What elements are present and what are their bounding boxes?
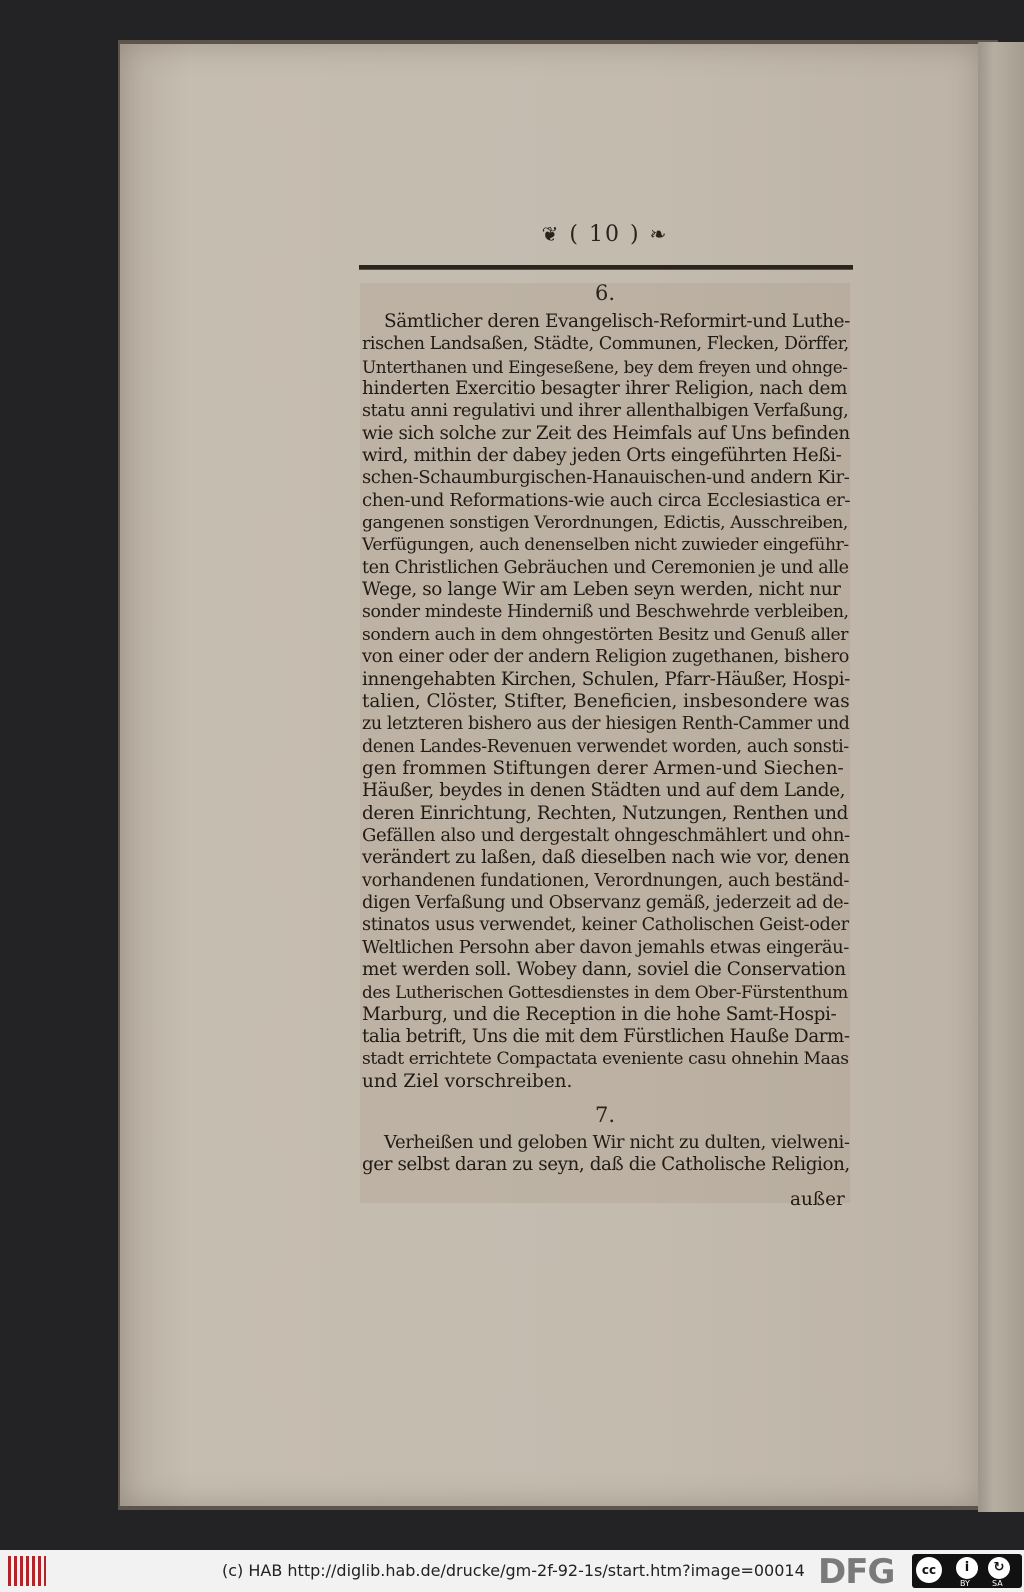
section-number-6: 6.	[594, 281, 616, 305]
text-line: hinderten Exercitio besagter ihrer Religion, nach dem	[362, 378, 848, 400]
text-line: von einer oder der andern Religion zugethanen, bishero	[362, 646, 849, 668]
text-line: Gefällen also und dergestalt ohngeschmählert und ohn-	[362, 824, 850, 846]
text-line: Marburg, und die Reception in die hohe Samt-Hospi-	[362, 1003, 837, 1025]
text-line: gen frommen Stiftungen derer Armen-und Siechen-	[362, 757, 844, 779]
sa-label: SA	[992, 1579, 1003, 1588]
by-label: BY	[960, 1579, 970, 1588]
text-line: ger selbst daran zu seyn, daß die Catholische Religion,	[362, 1154, 850, 1176]
text-line: Wege, so lange Wir am Leben seyn werden, nicht nur	[362, 579, 841, 601]
text-line: wie sich solche zur Zeit des Heimfals auf Uns befinden	[362, 422, 850, 444]
text-line: digen Verfaßung und Observanz gemäß, jederzeit ad de-	[362, 892, 849, 913]
hab-logo-icon	[8, 1556, 46, 1586]
dfg-logo: DFG	[818, 1552, 895, 1592]
text-line: sonder mindeste Hinderniß und Beschwehrde verbleiben,	[362, 602, 849, 623]
text-line: talien, Clöster, Stifter, Beneficien, insbesondere was	[362, 690, 850, 712]
text-line: Verfügungen, auch denenselben nicht zuwieder eingeführ-	[362, 535, 849, 556]
text-line: stinatos usus verwendet, keiner Catholischen Geist-oder	[362, 915, 849, 936]
text-line: talia betrift, Uns die mit dem Fürstlichen Hauße Darm-	[362, 1026, 850, 1047]
text-line: innengehabten Kirchen, Schulen, Pfarr-Häußer, Hospi-	[362, 668, 850, 690]
share-alike-icon: ↻	[988, 1557, 1010, 1579]
catchword: außer	[790, 1189, 845, 1210]
text-line: sondern auch in dem ohngestörten Besitz und Genuß aller	[362, 624, 849, 645]
text-line: ten Christlichen Gebräuchen und Ceremonien je und alle	[362, 557, 849, 578]
next-page-edge	[978, 42, 1024, 1512]
cc-license-badge[interactable]	[912, 1554, 1022, 1588]
copyright-link[interactable]: (c) HAB http://diglib.hab.de/drucke/gm-2f-92-1s/start.htm?image=00014	[222, 1561, 805, 1580]
section-7-text	[362, 1132, 850, 1177]
text-line: Unterthanen und Eingeseßene, bey dem freyen und ohnge-	[362, 356, 848, 377]
text-line: Verheißen und geloben Wir nicht zu dulten, vielweni-	[384, 1132, 850, 1153]
text-line: wird, mithin der dabey jeden Orts eingeführten Heßi-	[362, 445, 842, 467]
text-line: stadt errichtete Compactata eveniente casu ohnehin Maas	[362, 1049, 849, 1070]
text-line: chen-und Reformations-wie auch circa Ecclesiastica er-	[362, 489, 851, 511]
attribution-icon: i	[956, 1557, 978, 1579]
text-line: vorhandenen fundationen, Verordnungen, auch beständ-	[362, 870, 850, 891]
text-line: verändert zu laßen, daß dieselben nach wie vor, denen	[362, 847, 850, 869]
header-rule	[359, 265, 853, 270]
text-line: des Lutherischen Gottesdienstes in dem Ober-Fürstenthum	[362, 982, 848, 1003]
text-line: gangenen sonstigen Verordnungen, Edictis, Ausschreiben,	[362, 513, 848, 534]
text-line: Häußer, beydes in denen Städten und auf dem Lande,	[362, 780, 846, 802]
footer-bar	[0, 1550, 1024, 1592]
text-line: Sämtlicher deren Evangelisch-Reformirt-und Luthe-	[384, 311, 850, 332]
text-line: rischen Landsaßen, Städte, Communen, Flecken, Dörffer,	[362, 334, 849, 355]
text-line: und Ziel vorschreiben.	[362, 1070, 573, 1092]
page-header	[360, 222, 850, 247]
page-number: ( 10 )	[569, 222, 641, 247]
text-line: zu letzteren bishero aus der hiesigen Renth-Cammer und	[362, 714, 850, 735]
right-ornament-icon: ❧	[649, 222, 669, 246]
text-line: deren Einrichtung, Rechten, Nutzungen, Renthen und	[362, 802, 848, 824]
text-line: schen-Schaumburgischen-Hanauischen-und andern Kir-	[362, 467, 850, 489]
text-line: met werden soll. Wobey dann, soviel die Conservation	[362, 958, 846, 980]
text-line: Weltlichen Persohn aber davon jemahls etwas eingeräu-	[362, 936, 849, 958]
cc-icon: cc	[916, 1557, 942, 1583]
section-number-7: 7.	[594, 1103, 616, 1127]
text-line: statu anni regulativi und ihrer allenthalbigen Verfaßung,	[362, 401, 849, 422]
text-line: denen Landes-Revenuen verwendet worden, auch sonsti-	[362, 736, 849, 757]
section-6-text	[362, 311, 850, 1093]
left-ornament-icon: ❦	[541, 222, 561, 246]
